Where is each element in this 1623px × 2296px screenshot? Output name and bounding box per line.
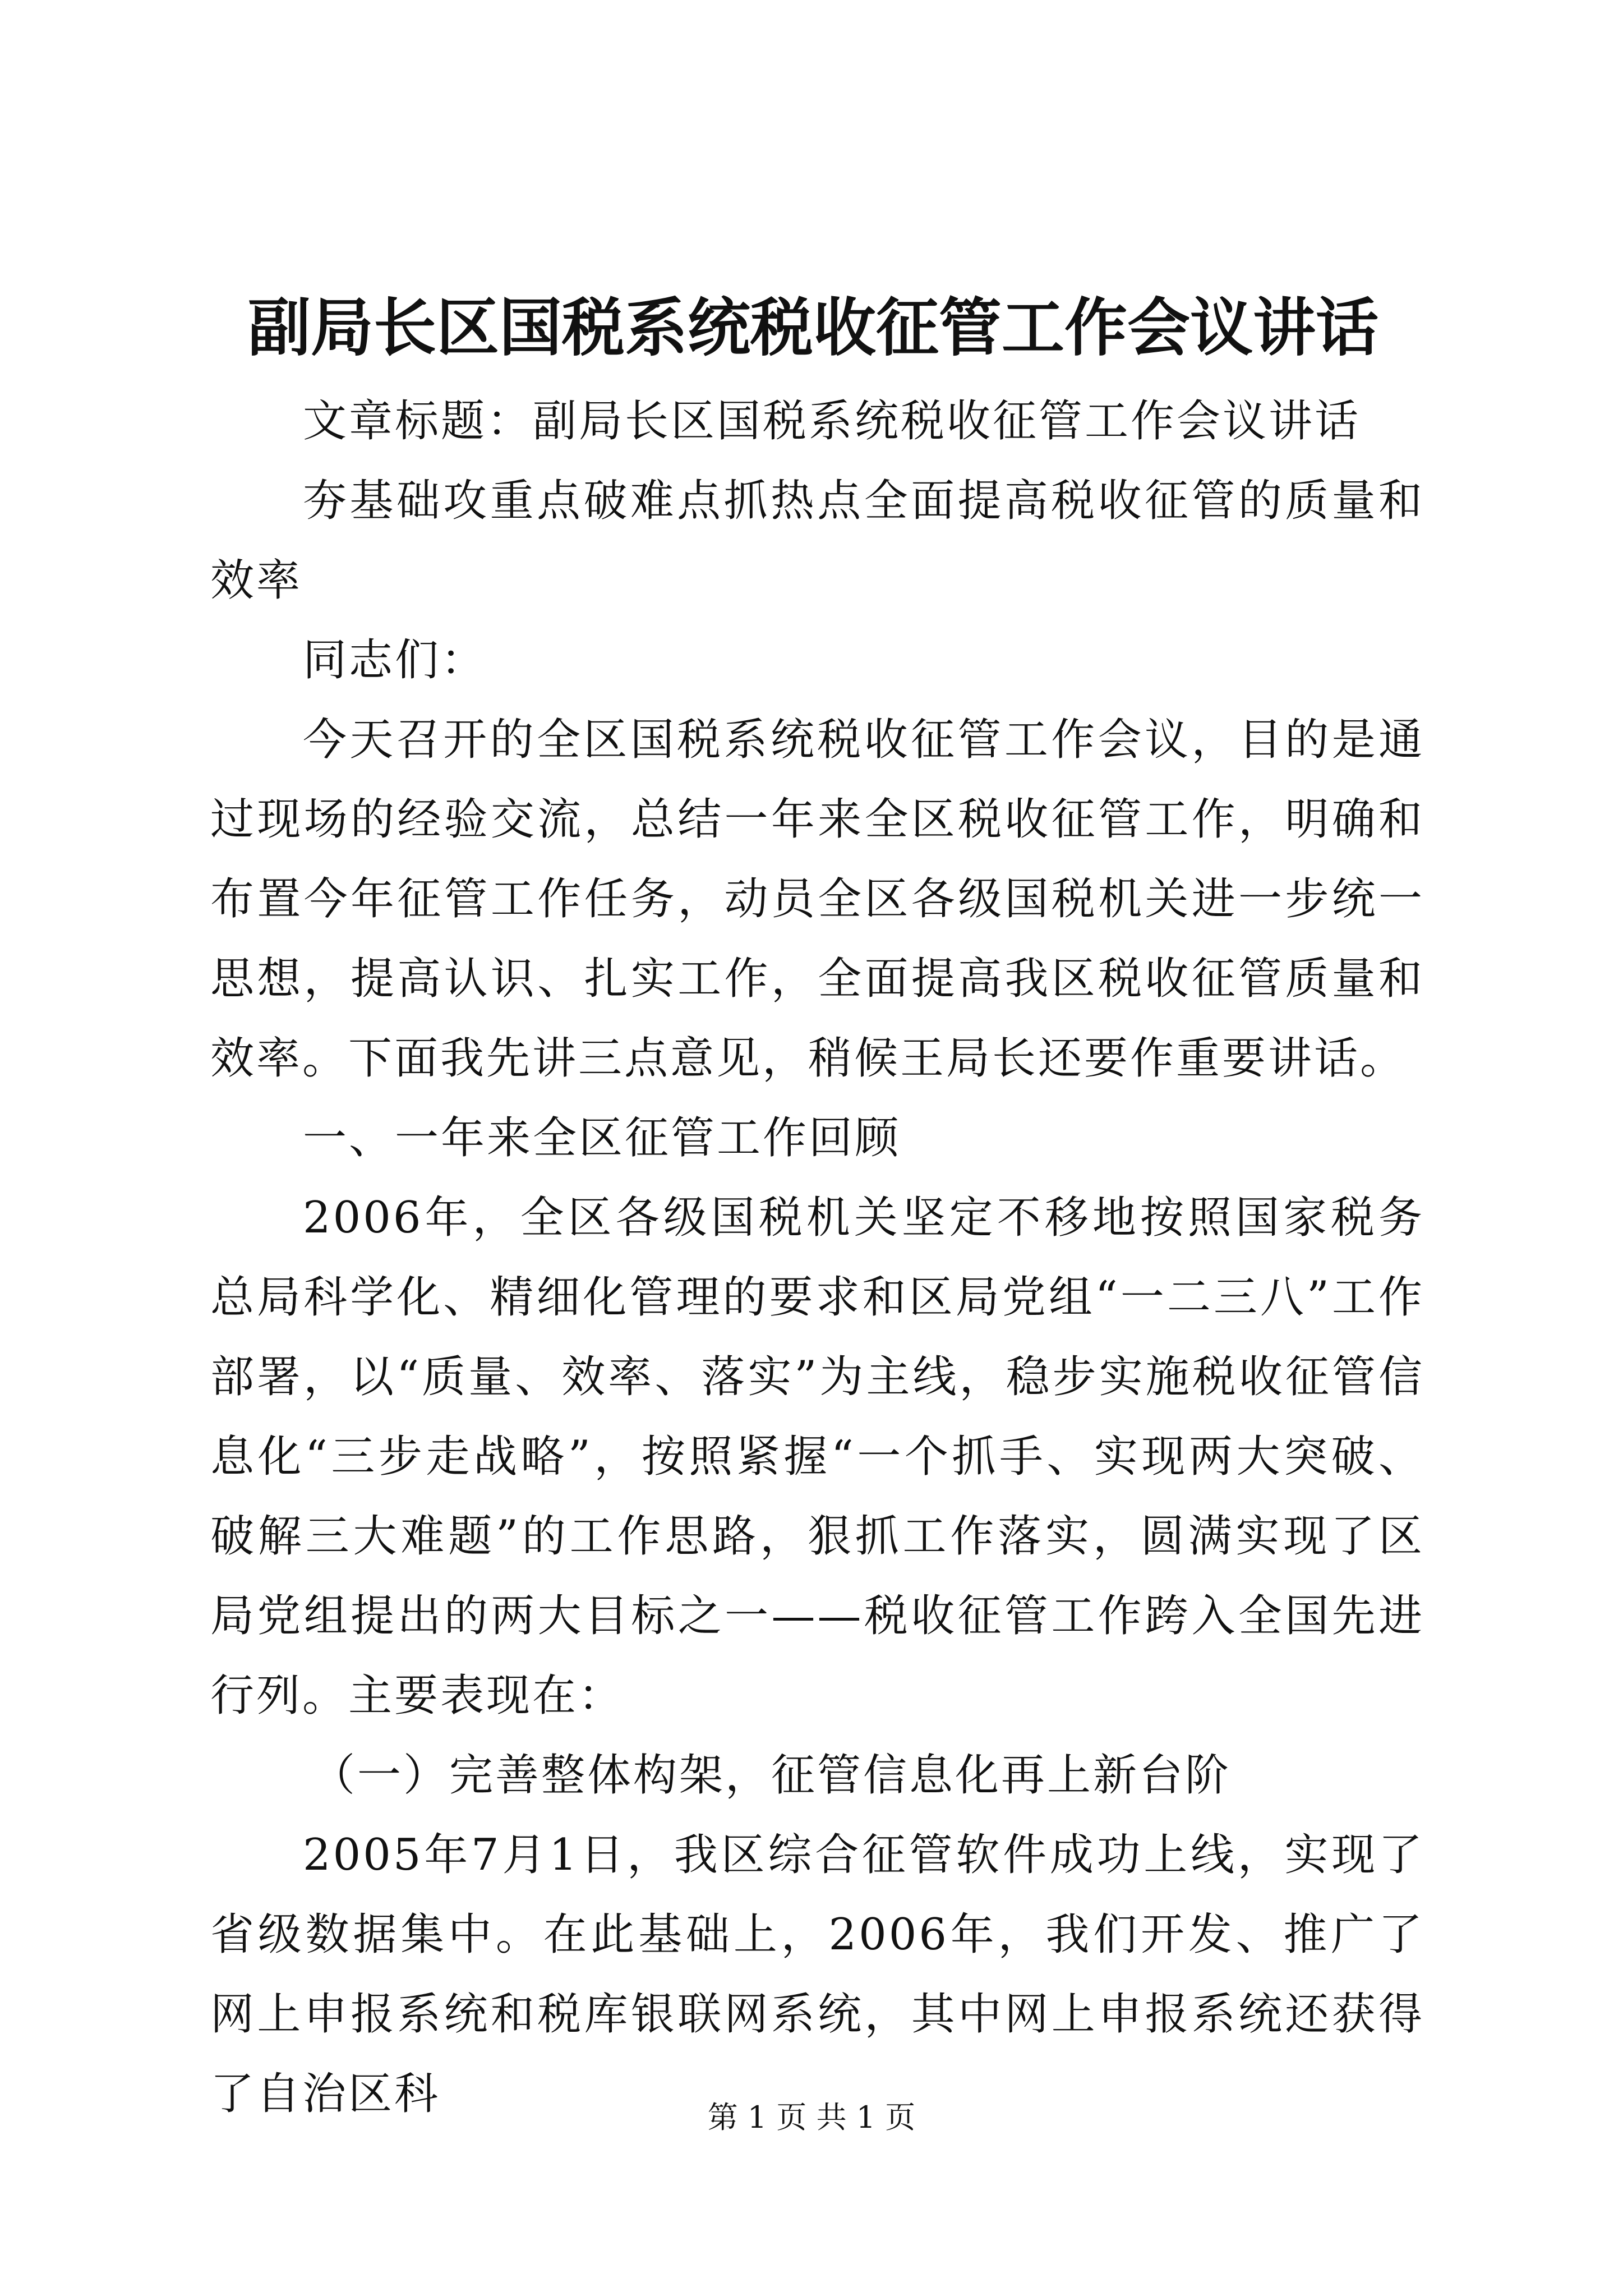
page-footer: 第 1 页 共 1 页: [707, 2100, 916, 2135]
section-heading-1: 一、一年来全区征管工作回顾: [303, 1113, 901, 1163]
review-paragraph: 2006年，全区各级国税机关坚定不移地按照国家税务总局科学化、精细化管理的要求和区局党组“一二三八”工作部署，以“质量、效率、落实”为主线，稳步实施税收征管信息化“三步走战略”，按照紧握“一个抓手、实现两大突破、破解三大难题”的工作思路，狠抓工作落实，圆满实现了区局党组提出的两大目标之一——税收征管工作跨入全国先进行列。主要表现在：: [210, 1193, 1424, 1721]
subtitle-line: 夯基础攻重点破难点抓热点全面提高税收征管的质量和效率: [210, 476, 1424, 606]
intro-paragraph: 今天召开的全区国税系统税收征管工作会议，目的是通过现场的经验交流，总结一年来全区税收征管工作，明确和布置今年征管工作任务，动员全区各级国税机关进一步统一思想，提高认识、扎实工作，全面提高我区税收征管质量和效率。下面我先讲三点意见，稍候王局长还要作重要讲话。: [210, 715, 1424, 1084]
document-body: [210, 381, 1424, 2134]
document-title: 副局长区国税系统税收征管工作会议讲话: [248, 291, 1378, 365]
informatization-paragraph: 2005年7月1日，我区综合征管软件成功上线，实现了省级数据集中。在此基础上，2006年，我们开发、推广了网上申报系统和税库银联网系统，其中网上申报系统还获得了自治区科: [210, 1830, 1424, 2119]
subsection-heading-1: （一）完善整体构架，征管信息化再上新台阶: [311, 1750, 1232, 1801]
salutation: 同志们：: [303, 635, 487, 685]
article-title-line: 文章标题：副局长区国税系统税收征管工作会议讲话: [303, 396, 1361, 447]
